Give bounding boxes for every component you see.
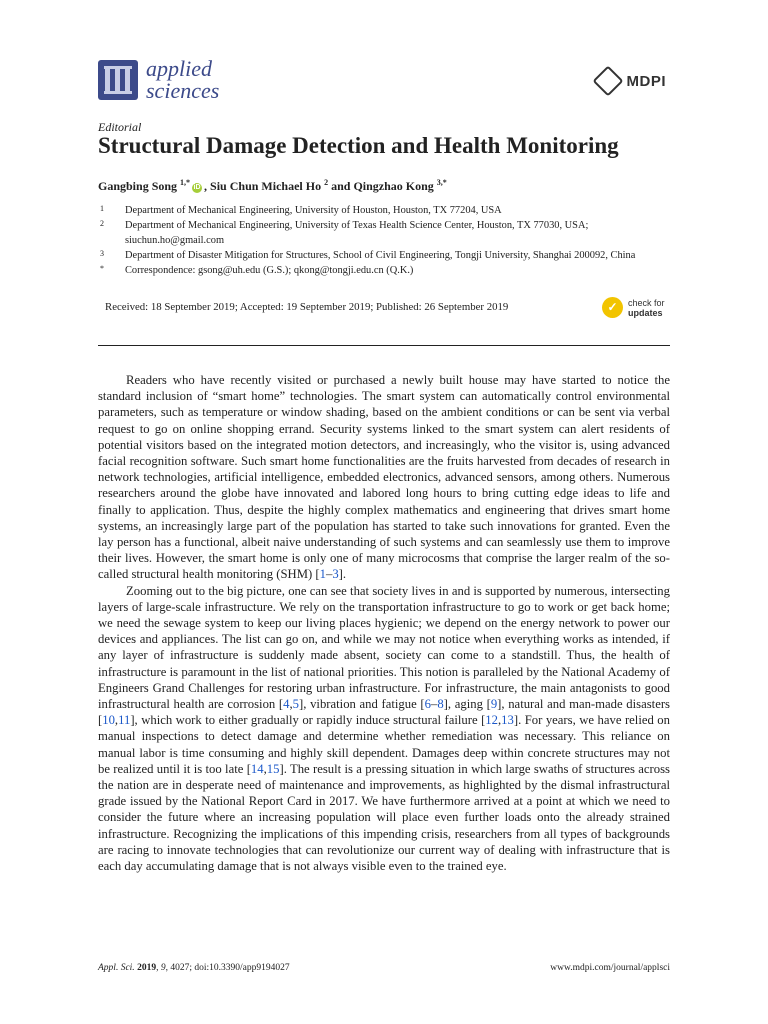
author-affil-sup: 3,* [436, 178, 447, 187]
footer-doi: , 4027; doi:10.3390/app9194027 [165, 963, 290, 973]
citation-link[interactable]: 11 [118, 713, 131, 728]
citation-link[interactable]: 1 [319, 567, 326, 582]
citation-link[interactable]: 6 [424, 697, 431, 712]
check-for-updates-badge[interactable] [602, 297, 665, 318]
correspondence-text: Correspondence: gsong@uh.edu (G.S.); qkong@tongji.edu.cn (Q.K.) [125, 265, 414, 276]
publisher-logo [597, 70, 667, 92]
citation-footer: Appl. Sci. 2019, 9, 4027; doi:10.3390/app9194027 [98, 963, 290, 973]
citation-link[interactable]: 15 [266, 761, 280, 776]
paragraph-text: Readers who have recently visited or purchased a newly built house may have started to notice the standard inclusion of “smart home” technologies. The smart system can automatically control environmental parameters, such as temperature or window shading, based on the ambient conditions or can be sent via verbal request to go on online shopping errand. Security systems linked to the smart system can alert residents of potential visitors based on the integrated motion detectors, and increasingly, who the visitor is, using advanced facial recognition software. Such smart home functionalities are the fruits harvested from decades of research in network technologies, artificial intelligence, embedded electronics, advanced sensors, among others. Numerous researchers around the globe have innovated and labored long hours to bring cutting edge ideas to life and finally to application. Thus, despite the highly complex mathematics and engineering that drives smart home systems, an increasingly large part of the population has started to take such innovations for granted. Even the lay person has a functional, albeit naive understanding of such systems and can seamlessly use them to improve their lives. However, the smart home is only one of many microcosms that comprise the larger realm of the so-called structural health monitoring (SHM) [ [98, 373, 670, 582]
mdpi-icon [592, 65, 623, 96]
paragraph-text: ]. For years, we have relied on manual inspections to detect damage and determine whether remediation was necessary. This reliance on manual labor is time consuming and highly skill dependent. Damages deep within concrete structures may not be realized until it is too late [ [98, 713, 670, 776]
author-list: Gangbing Song $^{1,*}$iD , Siu Chun Michael Ho $^2$ and Qingzhao Kong $^{3,*}$ [98, 178, 447, 193]
citation-link[interactable]: 9 [490, 697, 498, 712]
journal-logo [98, 58, 219, 102]
publication-dates: Received: 18 September 2019; Accepted: 19 September 2019; Published: 26 September 2019 [105, 301, 509, 313]
author-affil-sup: 1,* [180, 178, 191, 187]
affiliation-number: 1 [100, 204, 104, 213]
paragraph-text: ]. The result is a pressing situation in which large swaths of structures across the nation are in desperate need of maintenance and improvements, as highlighted by the dismal infrastructural grade issued by the National Report Card in 2017. We have furthermore arrived at a point at which we need to consider the future where an increasing population will place even further loads onto the already strained infrastructure. Recognizing the implications of this impending crisis, researchers from all types of backgrounds are racing to innovate technologies that can revolutionize our current way of dealing with infrastructure that is each day accumulating damage that is not always visible even to the trained eye. [98, 761, 670, 874]
author-name[interactable]: Siu Chun Michael Ho [210, 179, 322, 193]
journal-url[interactable]: www.mdpi.com/journal/applsci [550, 963, 670, 973]
affiliation-text: Department of Disaster Mitigation for Structures, School of Civil Engineering, Tongji University, Shanghai 200092, China [125, 250, 636, 261]
affiliation-number: 3 [100, 249, 104, 258]
affiliation-text: Department of Mechanical Engineering, University of Houston, Houston, TX 77204, USA [125, 205, 502, 216]
article-title: Structural Damage Detection and Health Monitoring [98, 133, 619, 158]
citation-link[interactable]: 12 [485, 713, 498, 728]
footer-volume: 9 [160, 963, 166, 973]
paragraph-text: Zooming out to the big picture, one can see that society lives in and is supported by numerous, intersecting layers of large-scale infrastructure. We rely on the transportation infrastructure to go to work or get back home; we need the sewage system to keep our living places hygienic; we depend on the energy network to power our devices and appliances. The list can go on, and while we may not notice when everything works as intended, if any layer of infrastructure is suddenly made absent, society can come to a standstill. Thus, the health of infrastructure is paramount in the list of national priorities. This notion is paralleled by the National Academy of Engineers Grand Challenges for restoring urban infrastructure. For infrastructure, the main antagonists to good infrastructural health are corrosion [ [98, 583, 670, 712]
paragraph-text: , [114, 713, 119, 728]
paragraph-text: ], which work to either gradually or rapidly induce structural failure [ [130, 713, 486, 728]
author-name[interactable]: Gangbing Song [98, 179, 178, 193]
footer-journal-abbr: Appl. Sci. [98, 963, 135, 973]
citation-link[interactable]: 14 [250, 761, 264, 776]
paragraph-text: ], vibration and fatigue [ [299, 697, 425, 712]
footer-year: 2019 [137, 963, 157, 973]
citation-link[interactable]: 8 [437, 697, 444, 712]
citation-link[interactable]: 4 [283, 697, 290, 712]
check-icon: ✓ [602, 297, 623, 318]
affiliation-text: Department of Mechanical Engineering, University of Texas Health Science Center, Houston, TX 77030, USA; siuchun.ho@gmail.com [125, 220, 589, 246]
paragraph-text: ]. [338, 567, 347, 582]
article-body [98, 372, 670, 874]
header-divider [98, 345, 670, 346]
paragraph-text: ], natural and man-made disasters [ [98, 697, 670, 728]
citation-link[interactable]: 13 [501, 713, 514, 728]
paragraph-text: , [263, 761, 267, 776]
journal-name-line1: applied [146, 56, 212, 81]
publisher-name: MDPI [626, 72, 666, 90]
paragraph-text: – [325, 567, 333, 582]
body-paragraph [98, 372, 670, 583]
citation-link[interactable]: 3 [332, 567, 339, 582]
affiliation-item [100, 203, 680, 218]
citation-link[interactable]: 5 [292, 697, 300, 712]
affiliations [100, 203, 680, 278]
correspondence [100, 263, 680, 278]
body-paragraph [98, 583, 670, 875]
paragraph-text: , [497, 713, 502, 728]
journal-name-line2: sciences [146, 78, 220, 103]
paragraph-text: ], aging [ [443, 697, 491, 712]
affiliation-item [100, 248, 680, 263]
author-affil-sup: 2 [324, 178, 329, 187]
updates-label-line1: check for [628, 297, 665, 308]
journal-logo-icon [98, 60, 138, 100]
orcid-icon[interactable]: iD [193, 184, 201, 191]
affiliation-item [100, 218, 680, 248]
journal-name [146, 58, 219, 102]
article-type: Editorial [98, 120, 142, 134]
updates-label-line2: updates [628, 307, 663, 318]
affiliation-number: 2 [100, 219, 104, 228]
author-name[interactable]: Qingzhao Kong [353, 179, 434, 193]
updates-label [628, 298, 665, 318]
paragraph-text: – [430, 697, 438, 712]
correspondence-marker: * [100, 264, 104, 273]
citation-link[interactable]: 10 [102, 713, 115, 728]
paragraph-text: , [289, 697, 293, 712]
